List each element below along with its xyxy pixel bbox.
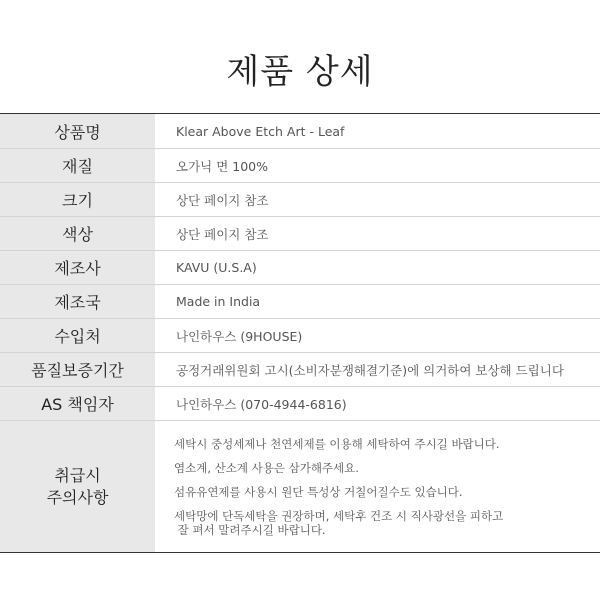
row-label: 품질보증기간 [0, 353, 155, 386]
row-value: 공정거래위원회 고시(소비자분쟁해결기준)에 의거하여 보상해 드립니다 [176, 362, 564, 378]
care-note-line1: 세탁망에 단독세탁을 권장하며, 세탁후 건조 시 직사광선을 피하고 [174, 508, 504, 523]
table-row [0, 251, 600, 285]
care-notes [155, 421, 600, 552]
row-label: 색상 [0, 217, 155, 250]
table-row [0, 183, 600, 217]
row-label: 제조사 [0, 251, 155, 284]
table-row [0, 149, 600, 183]
row-value: Made in India [176, 294, 261, 309]
table-row [0, 353, 600, 387]
row-value: 오가닉 면 100% [176, 158, 268, 174]
care-label-line1: 취급시 [54, 465, 101, 485]
page-title: 제품 상세 [226, 52, 374, 92]
table-row [0, 114, 600, 149]
row-value: KAVU (U.S.A) [176, 260, 257, 275]
row-label: 재질 [0, 149, 155, 182]
product-detail-table [0, 113, 600, 553]
care-row [0, 421, 600, 552]
row-label: 수입처 [0, 319, 155, 352]
care-note-line2: 잘 펴서 말려주시길 바랍니다. [174, 522, 326, 537]
row-value: 나인하우스 (9HOUSE) [176, 328, 303, 344]
row-value: 상단 페이지 참조 [176, 226, 269, 242]
row-label: 상품명 [0, 114, 155, 148]
care-label [0, 421, 155, 552]
table-row [0, 387, 600, 421]
care-label-line2: 주의사항 [46, 487, 109, 507]
table-row [0, 217, 600, 251]
care-note [174, 509, 503, 537]
row-label: 크기 [0, 183, 155, 216]
row-value: Klear Above Etch Art - Leaf [176, 123, 345, 139]
row-value: 상단 페이지 참조 [176, 192, 269, 208]
row-label: AS 책임자 [0, 387, 155, 420]
care-note: 세탁시 중성세제나 천연세제를 이용해 세탁하여 주시길 바랍니다. [174, 436, 500, 451]
table-row [0, 319, 600, 353]
care-note: 섬유유연제를 사용시 원단 특성상 거칠어질수도 있습니다. [174, 484, 463, 499]
row-label: 제조국 [0, 285, 155, 318]
table-row [0, 285, 600, 319]
row-value: 나인하우스 (070-4944-6816) [176, 396, 347, 412]
care-note: 염소계, 산소계 사용은 삼가해주세요. [174, 460, 359, 475]
